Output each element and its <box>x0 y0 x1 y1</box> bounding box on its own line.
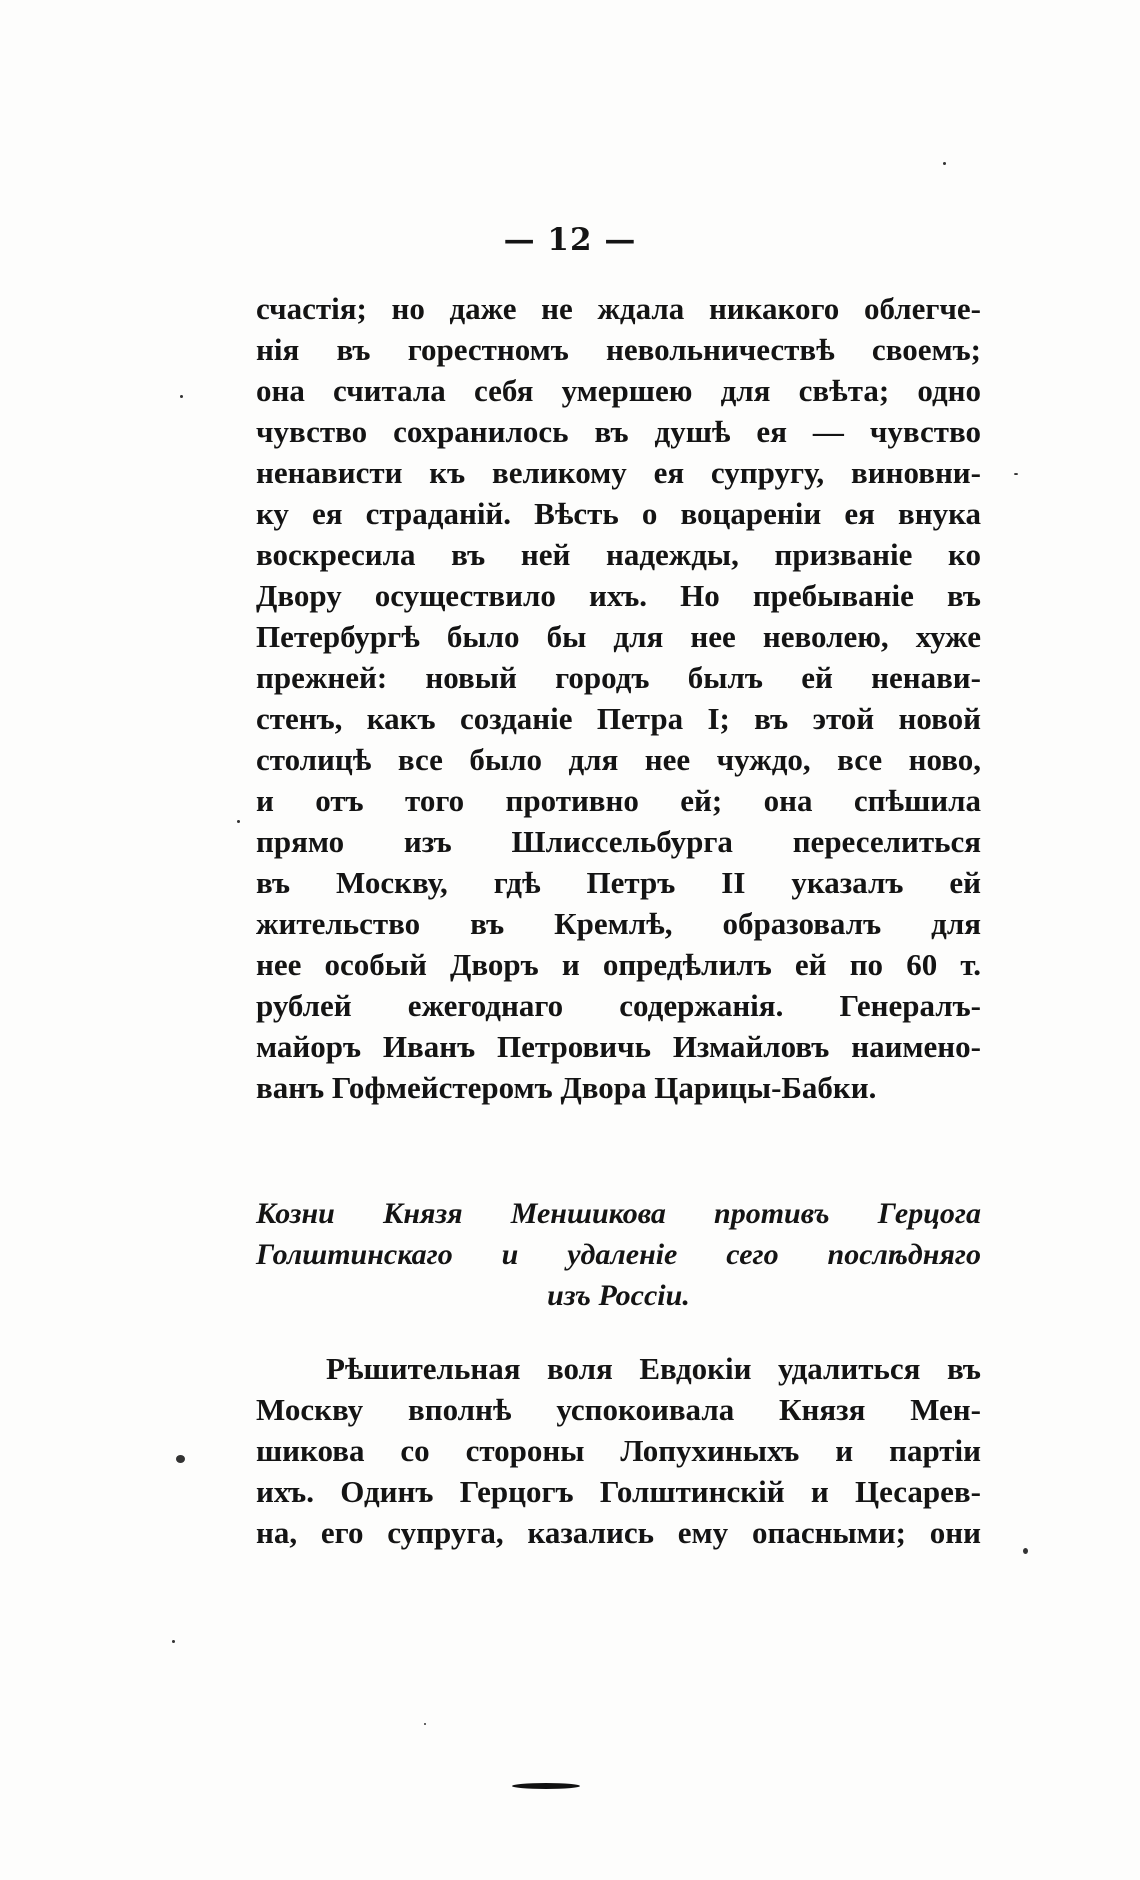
scan-speck <box>943 162 946 165</box>
text-line: и отъ того противно ей; она спѣшила <box>256 783 981 818</box>
text-line: жительство въ Кремлѣ, образовалъ для <box>256 906 981 941</box>
text-line: счастія; но даже не ждала никакого облегче- <box>256 291 981 326</box>
scan-speck <box>1023 1548 1028 1554</box>
scan-speck <box>172 1640 175 1643</box>
scan-speck <box>424 1723 426 1725</box>
text-line: воскресила въ ней надежды, призваніе ко <box>256 537 981 572</box>
text-line: нія въ горестномъ невольничествѣ своемъ; <box>256 332 981 367</box>
text-line: на, его супруга, казались ему опасными; они <box>256 1515 981 1550</box>
text-line: она считала себя умершею для свѣта; одно <box>256 373 981 408</box>
text-line: ванъ Гофмейстеромъ Двора Царицы-Бабки. <box>256 1070 877 1105</box>
paragraph-1 <box>256 288 981 1108</box>
tailpiece-ornament <box>512 1783 580 1789</box>
text-line: въ Москву, гдѣ Петръ II указалъ ей <box>256 865 981 900</box>
text-line: ненависти къ великому ея супругу, виновни- <box>256 455 981 490</box>
scan-speck <box>1014 473 1018 475</box>
text-line: столицѣ все было для нее чуждо, все ново, <box>256 742 981 777</box>
text-line: стенъ, какъ созданіе Петра I; въ этой новой <box>256 701 981 736</box>
heading-line: Голштинскаго и удаленіе сего послѣдняго <box>256 1238 981 1271</box>
text-line: Петербургѣ было бы для нее неволею, хуже <box>256 619 981 654</box>
heading-line: Козни Князя Меншикова противъ Герцога <box>256 1197 981 1230</box>
scan-speck <box>176 1455 185 1463</box>
text-line: прежней: новый городъ былъ ей ненави- <box>256 660 981 695</box>
page-number: — 12 — <box>503 222 637 258</box>
text-line: Двору осуществило ихъ. Но пребываніе въ <box>256 578 981 613</box>
text-line: Рѣшительная воля Евдокіи удалиться въ <box>326 1351 981 1386</box>
heading-line: изъ Россіи. <box>547 1279 690 1312</box>
scan-speck <box>237 820 240 823</box>
text-line: рублей ежегоднаго содержанія. Генералъ- <box>256 988 981 1023</box>
paragraph-2 <box>256 1348 981 1553</box>
text-line: прямо изъ Шлиссельбурга переселиться <box>256 824 981 859</box>
scan-speck <box>180 395 183 398</box>
text-line: чувство сохранилось въ душѣ ея — чувство <box>256 414 981 449</box>
text-line: майоръ Иванъ Петровичь Измайловъ наимено- <box>256 1029 981 1064</box>
text-line: нее особый Дворъ и опредѣлилъ ей по 60 т. <box>256 947 981 982</box>
text-line: ку ея страданій. Вѣсть о воцареніи ея внука <box>256 496 981 531</box>
text-line: шикова со стороны Лопухиныхъ и партіи <box>256 1433 981 1468</box>
section-heading <box>256 1193 981 1316</box>
text-line: ихъ. Одинъ Герцогъ Голштинскій и Цесарев- <box>256 1474 981 1509</box>
text-line: Москву вполнѣ успокоивала Князя Мен- <box>256 1392 981 1427</box>
